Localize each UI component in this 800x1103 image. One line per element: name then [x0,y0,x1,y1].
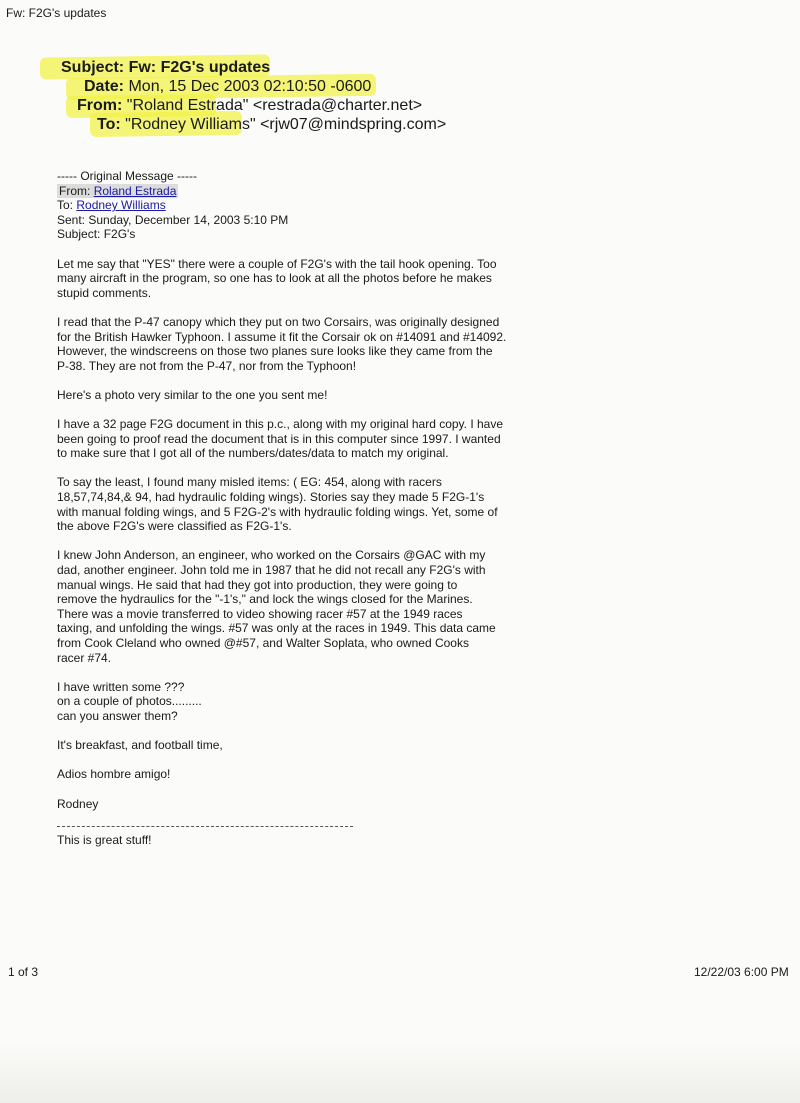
signature: Rodney [57,796,99,811]
from-label: From: [77,97,123,114]
original-to [57,198,507,213]
to-label: To: [97,116,121,133]
closing-line-2: Adios hombre amigo! [57,767,171,782]
question-line: on a couple of photos......... [57,694,202,709]
from-header [77,97,422,115]
original-message-block [57,169,507,242]
date-header [84,78,371,96]
message-body [57,169,507,847]
question-line: can you answer them? [57,708,178,723]
original-from [57,184,507,199]
paragraph-2: I read that the P-47 canopy which they put on two Corsairs, was originally designed for the British Hawker Typhoon. I assume it fit the Corsair ok on #14091 and #14092. However, the windscreens on those two planes sure looks like they came from the P-38. They are not from the P-47, nor from the Typhoon! [57,314,507,373]
subject-header [61,59,270,77]
questions-block [57,680,507,724]
scan-shadow [0,1040,800,1103]
paragraph-1: Let me say that "YES" there were a couple of F2G's with the tail hook opening. Too many aircraft in the program, so one has to look at all the photos before he makes stupid comments. [57,256,497,300]
paragraph-3: Here's a photo very similar to the one you sent me! [57,387,328,402]
print-timestamp: 12/22/03 6:00 PM [694,965,789,979]
original-to-link[interactable]: Rodney Williams [76,198,166,213]
paragraph-5: To say the least, I found many misled items: ( EG: 454, along with racers 18,57,74,84,& 94, had hydraulic folding wings). Stories say they made 5 F2G-1's with manual folding wings, and 5 F2G-2's with hydraulic folding wings. Yet, some of the above F2G's were classified as F2G-1's. [57,475,498,534]
footer-note: This is great stuff! [57,832,152,847]
paragraph-6: I knew John Anderson, an engineer, who worked on the Corsairs @GAC with my dad, another engineer. John told me in 1987 that he did not recall any F2G's with manual wings. He said that had they got into production, they were going to remove the hydraulics for the "-1's," and lock the wings closed for the Marines. There was a movie transferred to video showing racer #57 at the 1949 races taxing, and unfolding the wings. #57 was only at the races in 1949. This data came from Cook Cleland who owned @#57, and Walter Soplata, who owned Cooks racer #74. [57,548,496,665]
to-header [97,116,446,134]
to-value: "Rodney Williams" <rjw07@mindspring.com> [125,116,447,133]
original-subject: Subject: F2G's [57,227,136,242]
original-sent: Sent: Sunday, December 14, 2003 5:10 PM [57,212,289,227]
page-header: Fw: F2G's updates [6,6,107,20]
dashed-separator [57,826,353,827]
page-number: 1 of 3 [8,965,39,979]
paragraph-4: I have a 32 page F2G document in this p.c., along with my original hard copy. I have been going to proof read the document that is in this computer since 1997. I wanted to make sure that I got all of the numbers/dates/data to match my original. [57,417,504,461]
subject-label: Subject: [61,59,125,76]
date-value: Mon, 15 Dec 2003 02:10:50 -0600 [128,78,372,95]
original-from-label: From: [59,183,91,198]
date-label: Date: [84,78,125,95]
question-line: I have written some ??? [57,679,185,694]
subject-value: Fw: F2G's updates [128,59,271,76]
original-divider: ----- Original Message ----- [57,169,198,183]
original-to-label: To: [57,198,74,213]
original-from-link[interactable]: Roland Estrada [93,183,177,198]
from-value: "Roland Estrada" <restrada@charter.net> [126,97,423,114]
closing-line-1: It's breakfast, and football time, [57,738,223,753]
